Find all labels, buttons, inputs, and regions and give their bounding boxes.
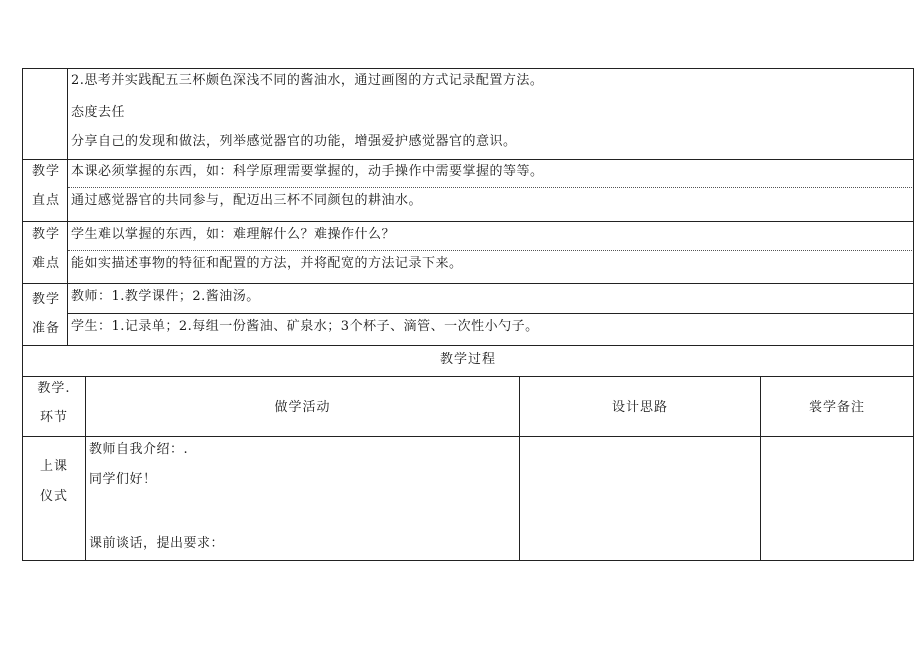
stage-line1: 上课: [39, 459, 68, 474]
header-design: 设计思路: [611, 400, 668, 415]
difficulties-line2: 能如实描述事物的特征和配置的方法，并将配宽的方法记录下来。: [71, 256, 463, 271]
process-title: 教学过程: [439, 352, 496, 367]
rule-mid-preparation: [68, 313, 914, 314]
rule-after-difficulties: [22, 283, 914, 284]
activity-line-3: 课前谈话，提出要求：: [89, 536, 225, 551]
rule-right: [913, 68, 914, 561]
rule-label-column: [67, 68, 68, 346]
rule-after-preparation: [22, 345, 914, 346]
rule-top: [22, 68, 914, 69]
goal-line: 2.思考并实践配五三杯颇色深浅不同的酱油水，通过画图的方式记录配置方法。: [71, 73, 544, 88]
preparation-students: 学生：1.记录单；2.每组一份酱油、矿泉水；3个杯子、滴管、一次性小勺子。: [71, 319, 539, 334]
rule-after-header: [22, 436, 914, 437]
keypoints-label-line1: 教学: [32, 164, 61, 179]
rule-left: [22, 68, 23, 561]
keypoints-line2: 通过感觉器官的共同参与，配迈出三杯不同颜包的耕油水。: [71, 193, 423, 208]
activity-line-1: 教师自我介绍：.: [89, 442, 189, 457]
attitude-text: 分享自己的发现和做法，列举感觉器官的功能，增强爱护感觉器官的意识。: [71, 134, 517, 149]
difficulties-label-line1: 教学: [32, 227, 61, 242]
header-stage-line2: 环节: [39, 410, 68, 425]
header-activity: 做学活动: [274, 400, 331, 415]
rule-bottom: [22, 560, 914, 561]
rule-after-process-title: [22, 376, 914, 377]
activity-line-2: 同学们好！: [89, 472, 157, 487]
header-stage-line1: 教学.: [37, 381, 71, 396]
preparation-label-line1: 教学: [32, 292, 61, 307]
difficulties-label-line2: 难点: [32, 256, 61, 271]
keypoints-line1: 本课必须掌握的东西，如：科学原理需要掌握的，动手操作中需要掌握的等等。: [71, 164, 544, 179]
preparation-teacher: 教师：1.教学课件；2.酱油汤。: [71, 289, 260, 304]
keypoints-label-line2: 直点: [32, 193, 61, 208]
header-notes: 裳学备注: [808, 400, 865, 415]
attitude-heading: 态度去任: [71, 105, 126, 120]
stage-line2: 仪式: [39, 489, 68, 504]
rule-after-keypoints: [22, 221, 914, 222]
rule-after-goals: [22, 159, 914, 160]
rule-dotted-keypoints: [68, 187, 914, 188]
rule-dotted-difficulties: [68, 250, 914, 251]
preparation-label-line2: 准备: [32, 321, 61, 336]
difficulties-line1: 学生难以掌握的东西，如：难理解什么？难操作什么？: [71, 227, 396, 242]
